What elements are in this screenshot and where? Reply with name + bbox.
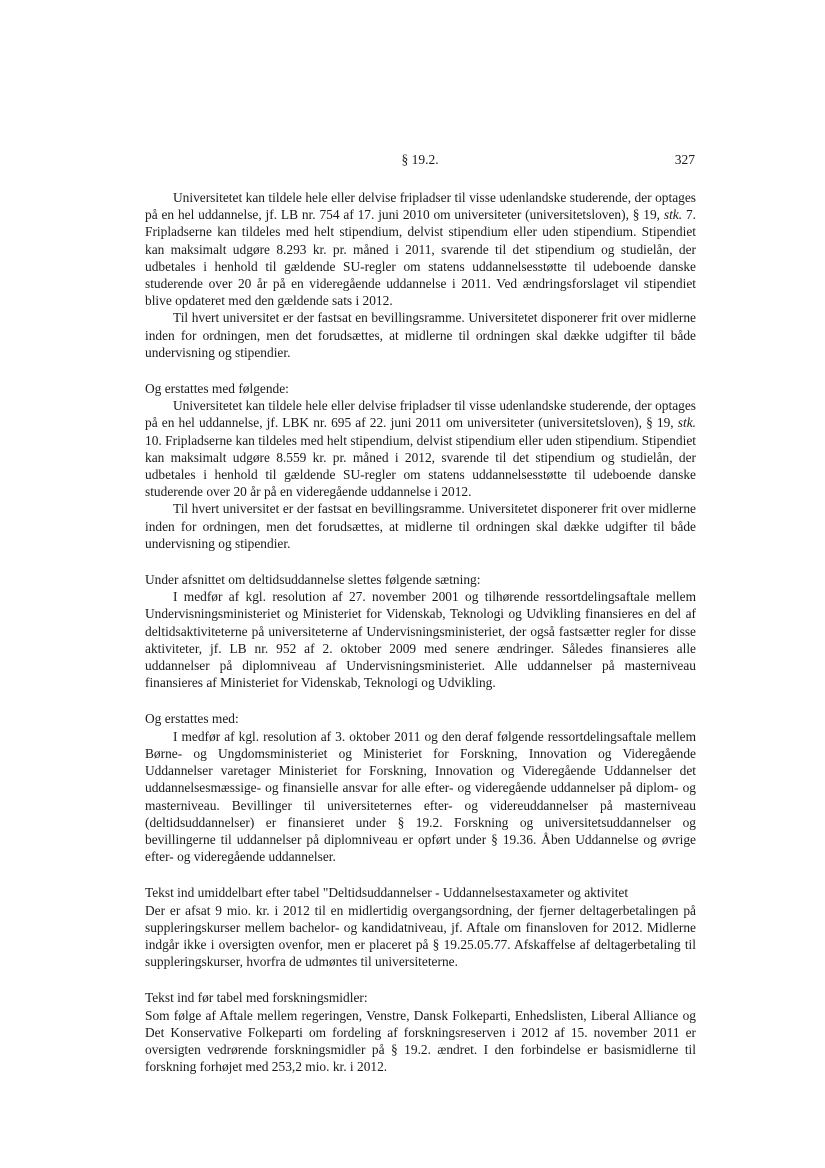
paragraph-parttime-new: I medfør af kgl. resolution af 3. oktober 2011 og den deraf følgende ressortdelingsaftale mellem Børne- og Ungdomsministeriet og Ministeriet for Forskning, Innovation og Videregående Uddannelser varetager Ministeriet for Forskning, Innovation og Videregående Uddannelser det uddannelsesmæssige- og finansielle ansvar for alle efter- og videregående uddannelser på diplom- og masterniveau. Bevillinger til universiteternes efter- og videreuddannelser på masterniveau (deltidsuddannelser) er finansieret under § 19.2. Forskning og universitetsuddannelser og bevillingerne til uddannelser på diplomniveau er opført under § 19.36. Åben Uddannelse og øvrige efter- og videregående uddannelser. (145, 728, 696, 865)
heading-replace-2: Og erstattes med: (145, 711, 239, 727)
paragraph-parttime-old: I medfør af kgl. resolution af 27. november 2001 og tilhørende ressortdelingsaftale mellem Undervisningsministeriet og Ministeriet for Videnskab, Teknologi og Udvikling finansieres en del af deltidsaktiviteterne på universiteterne af Undervisningsministeriet, der også fastsætter regler for disse aktiviteter, jf. LB nr. 952 af 2. oktober 2009 med senere ændringer. Således finansieres alle uddannelser på diplomniveau af Undervisningsministeriet. Alle uddannelser på masterniveau finansieres af Ministeriet for Videnskab, Teknologi og Udvikling. (145, 589, 696, 691)
stk-italic: stk. (677, 415, 697, 431)
paragraph-transition: Der er afsat 9 mio. kr. i 2012 til en midlertidig overgangsordning, der fjerner deltagerbetalingen på suppleringskurser mellem bachelor- og kandidatniveau, jf. Aftale om finansloven for 2012. Midlerne indgår ikke i oversigten ovenfor, men er placeret på § 19.25.05.77. Afskaffelse af deltagerbetaling til suppleringskurser, hvorfra de udmøntes til universiteterne. (145, 902, 696, 970)
page-header (145, 152, 695, 172)
section-reference: § 19.2. (401, 152, 439, 167)
paragraph-frame-old: Til hvert universitet er der fastsat en bevillingsramme. Universitetet disponerer frit over midlerne inden for ordningen, men det forudsættes, at midlerne til ordningen skal dække udgifter til både undervisning og stipendier. (145, 310, 696, 360)
stk-italic: stk. (663, 207, 683, 223)
document-body (145, 189, 696, 1075)
heading-after-table: Tekst ind umiddelbart efter tabel "Deltidsuddannelser - Uddannelsestaxameter og aktivitet (145, 885, 629, 901)
heading-replace-1: Og erstattes med følgende: (145, 381, 289, 397)
paragraph-frame-new: Til hvert universitet er der fastsat en bevillingsramme. Universitetet disponerer frit over midlerne inden for ordningen, men det forudsættes, at midlerne til ordningen skal dække udgifter til både undervisning og stipendier. (145, 501, 696, 551)
heading-delete-sentence: Under afsnittet om deltidsuddannelse slettes følgende sætning: (145, 572, 481, 588)
heading-before-research-table: Tekst ind før tabel med forskningsmidler: (145, 990, 368, 1006)
paragraph-freeplaces-new: Universitetet kan tildele hele eller delvise fripladser til visse udenlandske studerende, der optages på en hel uddannelse, jf. LBK nr. 695 af 22. juni 2011 om universiteter (universitetsloven), § 19, stk. 10. Fripladserne kan tildeles med helt stipendium, delvist stipendium eller uden stipendium. Stipendiet kan maksimalt udgøre 8.559 kr. pr. måned i 2012, svarende til det stipendium og studielån, der udbetales i henhold til gældende SU-regler om statens uddannelsesstøtte til udeboende danske studerende over 20 år på en videregående uddannelse i 2012. (145, 398, 697, 500)
paragraph-freeplaces-old: Universitetet kan tildele hele eller delvise fripladser til visse udenlandske studerende, der optages på en hel uddannelse, jf. LB nr. 754 af 17. juni 2010 om universiteter (universitetsloven), § 19, stk. 7. Fripladserne kan tildeles med helt stipendium, delvist stipendium eller uden stipendium. Stipendiet kan maksimalt udgøre 8.293 kr. pr. måned i 2011, svarende til det stipendium og studielån, der udbetales i henhold til gældende SU-regler om statens uddannelsesstøtte til udeboende danske studerende over 20 år på en videregående uddannelse i 2011. Ved ændringsforslaget vil stipendiet blive opdateret med den gældende sats i 2012. (145, 190, 696, 309)
paragraph-research-reserve: Som følge af Aftale mellem regeringen, Venstre, Dansk Folkeparti, Enhedslisten, Liberal Alliance og Det Konservative Folkeparti om fordeling af forskningsreserven i 2012 af 15. november 2011 er oversigten vedrørende forskningsmidler på § 19.2. ændret. I den forbindelse er basismidlerne til forskning forhøjet med 253,2 mio. kr. i 2012. (145, 1007, 696, 1075)
page-number: 327 (674, 152, 695, 167)
